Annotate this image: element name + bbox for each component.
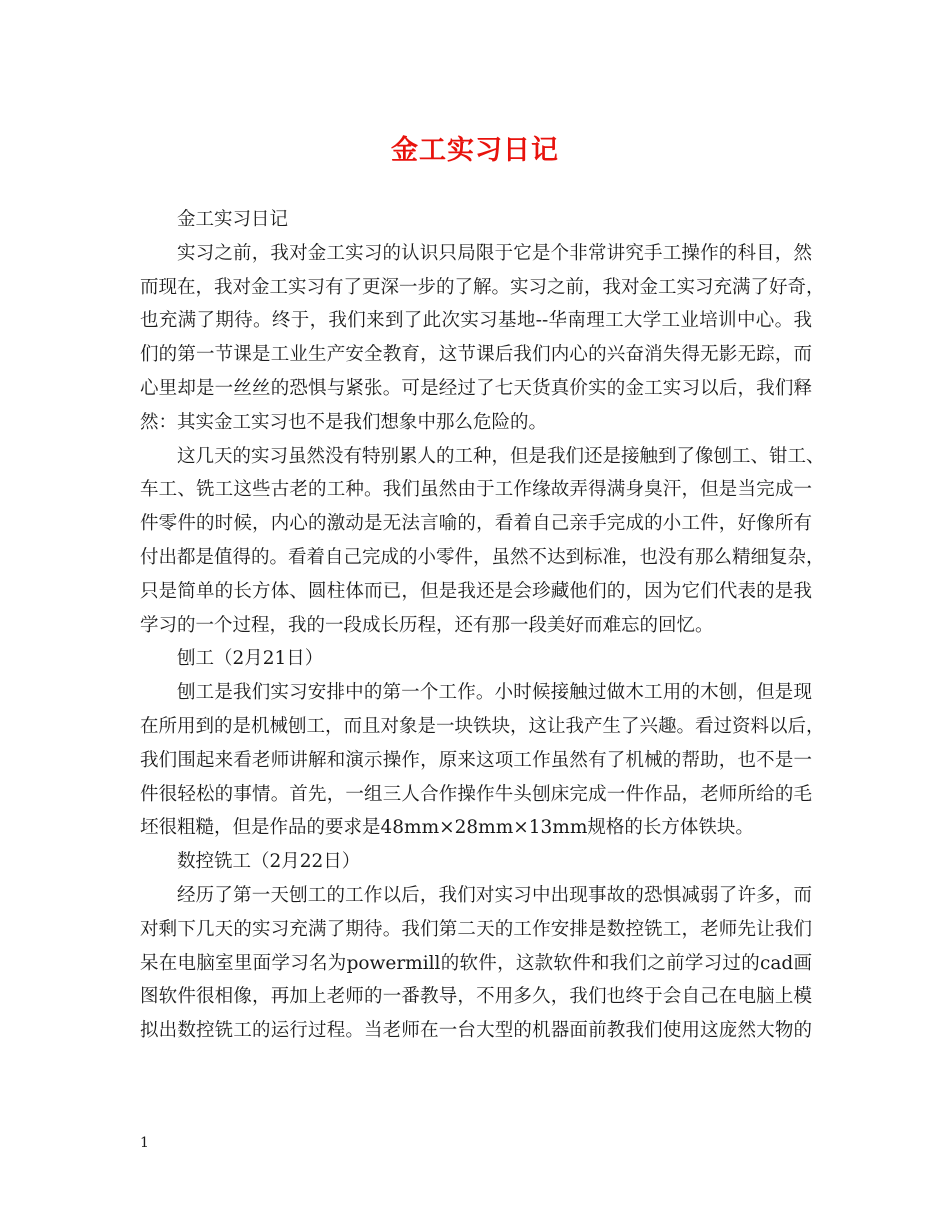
text-line: 而现在，我对金工实习有了更深一步的了解。实习之前，我对金工实习充满了好奇， <box>140 276 825 298</box>
text-line: 坯很粗糙，但是作品的要求是48mm×28mm×13mm规格的长方体铁块。 <box>140 817 754 839</box>
page-title: 金工实习日记 <box>391 135 559 166</box>
text-line: 也充满了期待。终于，我们来到了此次实习基地--华南理工大学工业培训中心。我 <box>140 310 812 332</box>
page-number: 1 <box>140 1135 149 1151</box>
text-line: 对剩下几天的实习充满了期待。我们第二天的工作安排是数控铣工，老师先让我们 <box>140 918 812 940</box>
text-line: 付出都是值得的。看着自己完成的小零件，虽然不达到标准，也没有那么精细复杂， <box>140 546 825 568</box>
text-line: 心里却是一丝丝的恐惧与紧张。可是经过了七天货真价实的金工实习以后，我们释 <box>140 377 812 399</box>
text-line: 只是简单的长方体、圆柱体而已，但是我还是会珍藏他们的，因为它们代表的是我 <box>140 580 812 602</box>
document-body <box>140 203 825 1048</box>
text-line: 们的第一节课是工业生产安全教育，这节课后我们内心的兴奋消失得无影无踪，而 <box>140 344 812 366</box>
text-line: 这几天的实习虽然没有特别累人的工种，但是我们还是接触到了像刨工、钳工、 <box>177 445 825 467</box>
text-line: 经历了第一天刨工的工作以后，我们对实习中出现事故的恐惧减弱了许多，而 <box>177 884 812 906</box>
text-line: 金工实习日记 <box>177 209 289 230</box>
text-line: 件很轻松的事情。首先，一组三人合作操作牛头刨床完成一件作品，老师所给的毛 <box>140 783 812 805</box>
text-line: 件零件的时候，内心的激动是无法言喻的，看着自己亲手完成的小工件，好像所有 <box>140 513 812 535</box>
text-line: 实习之前，我对金工实习的认识只局限于它是个非常讲究手工操作的科目，然 <box>177 242 812 264</box>
text-line: 在所用到的是机械刨工，而且对象是一块铁块，这让我产生了兴趣。看过资料以后， <box>140 715 825 737</box>
text-line: 车工、铣工这些古老的工种。我们虽然由于工作缘故弄得满身臭汗，但是当完成一 <box>140 479 812 501</box>
text-line: 我们围起来看老师讲解和演示操作，原来这项工作虽然有了机械的帮助，也不是一 <box>140 749 812 771</box>
text-line: 然：其实金工实习也不是我们想象中那么危险的。 <box>140 411 548 433</box>
text-line: 学习的一个过程，我的一段成长历程，还有那一段美好而难忘的回忆。 <box>140 614 714 636</box>
text-line: 拟出数控铣工的运行过程。当老师在一台大型的机器面前教我们使用这庞然大物的 <box>140 1020 812 1042</box>
text-line: 刨工是我们实习安排中的第一个工作。小时候接触过做木工用的木刨，但是现 <box>177 682 812 704</box>
text-line: 图软件很相像，再加上老师的一番教导，不用多久，我们也终于会自己在电脑上模 <box>140 986 812 1008</box>
text-line: 数控铣工（2月22日） <box>177 851 361 873</box>
text-line: 呆在电脑室里面学习名为powermill的软件，这款软件和我们之前学习过的cad画 <box>140 952 812 974</box>
text-line: 刨工（2月21日） <box>177 648 324 670</box>
